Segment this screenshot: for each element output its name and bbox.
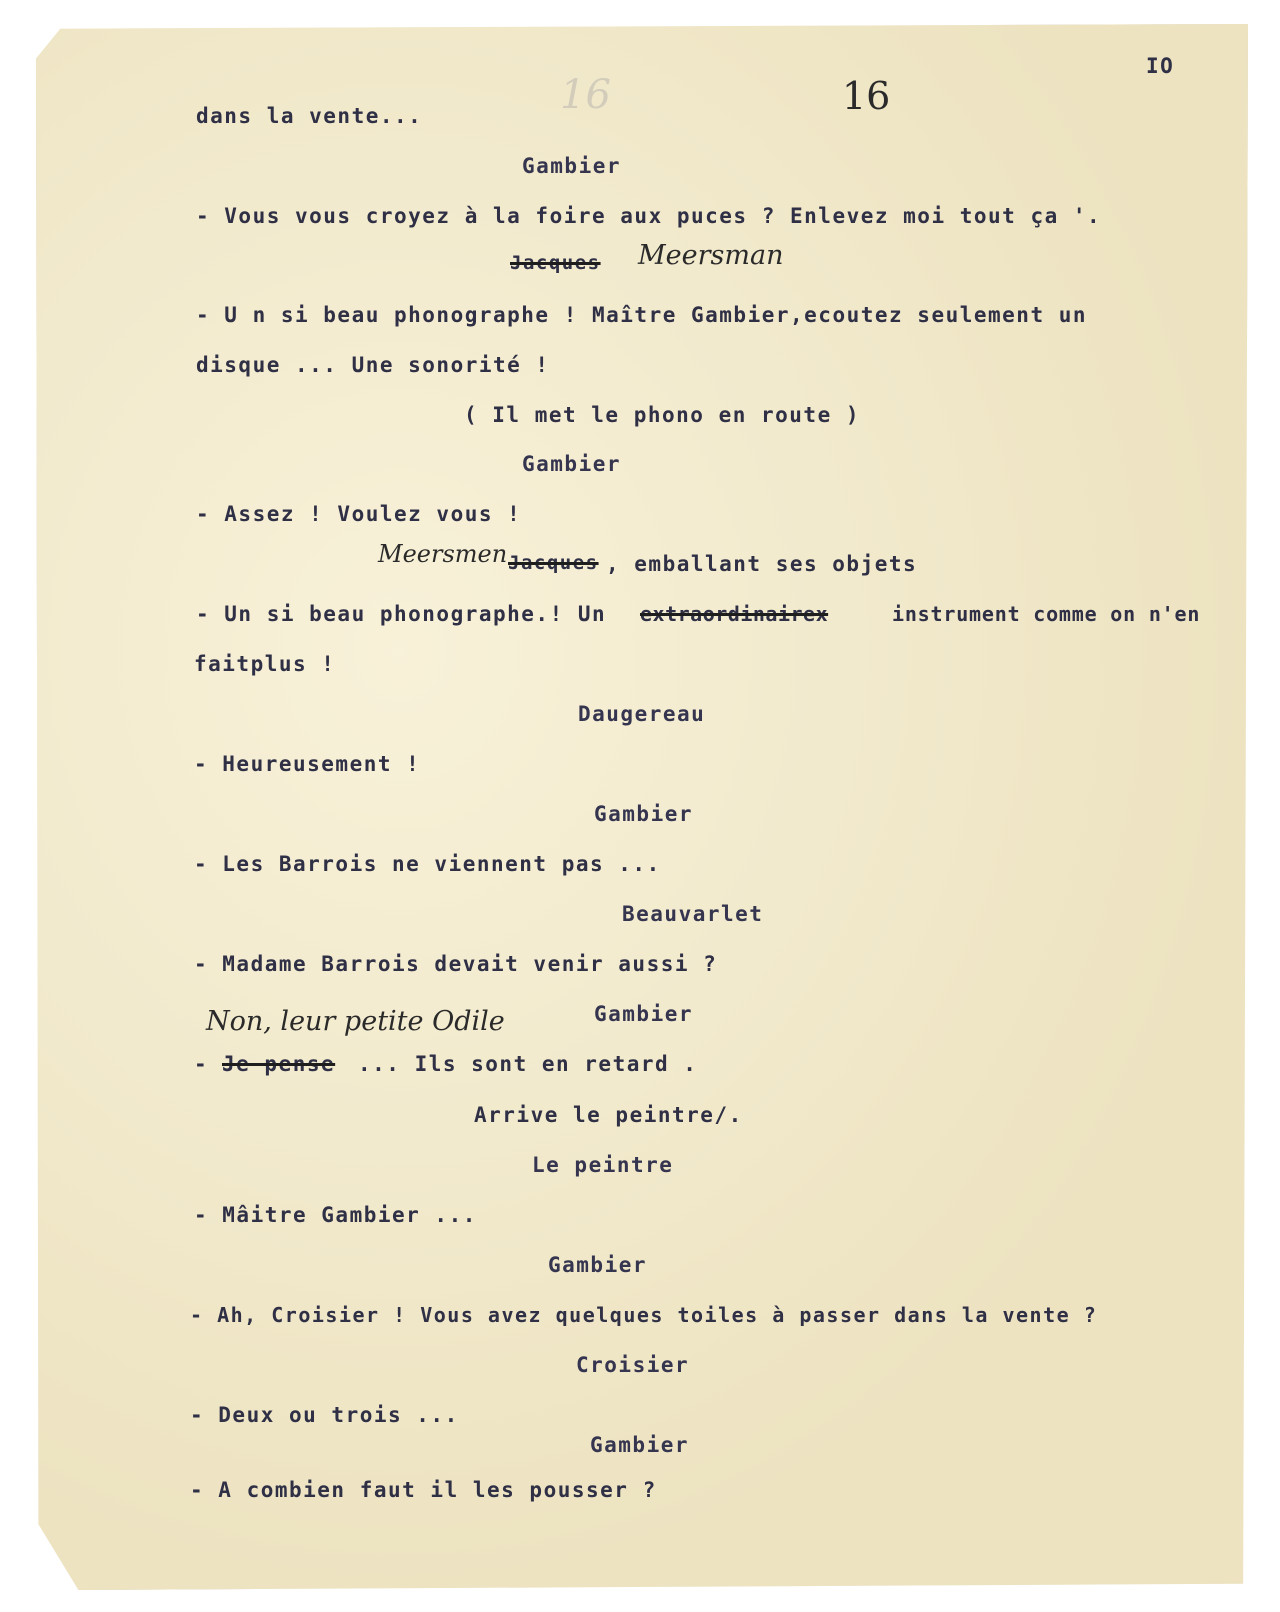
- speaker-name: Beauvarlet: [622, 902, 764, 926]
- dialogue-line: ... Ils sont en retard .: [358, 1052, 698, 1076]
- speaker-name: Gambier: [594, 1002, 694, 1026]
- speaker-name: Gambier: [548, 1253, 648, 1277]
- dialogue-line: - Heureusement !: [194, 752, 421, 776]
- faded-folio-number: 16: [560, 72, 611, 118]
- dialogue-line: - U n si beau phonographe ! Maître Gambier,ecoutez seulement un: [196, 303, 1088, 327]
- speaker-name: Croisier: [576, 1353, 690, 1377]
- dialogue-line: - Ah, Croisier ! Vous avez quelques toiles à passer dans la vente ?: [190, 1303, 1098, 1327]
- speaker-name: Gambier: [522, 452, 622, 476]
- struck-word: extraordinairex: [640, 602, 829, 626]
- dialogue-line: - Madame Barrois devait venir aussi ?: [194, 952, 718, 976]
- handwritten-speaker-correction: Meersman: [638, 240, 784, 271]
- dialogue-line: instrument comme on n'en: [892, 602, 1201, 626]
- dialogue-line: - A combien faut il les pousser ?: [190, 1478, 657, 1502]
- struck-words: Je pense: [222, 1052, 336, 1076]
- stage-direction: Arrive le peintre/.: [474, 1103, 743, 1127]
- stage-direction: ( Il met le phono en route ): [464, 403, 861, 427]
- dialogue-line: - Deux ou trois ...: [190, 1403, 459, 1427]
- struck-speaker-name: Jacques: [510, 252, 601, 274]
- speaker-name: Gambier: [522, 154, 622, 178]
- dialogue-line: faitplus !: [194, 652, 336, 676]
- speaker-name: Gambier: [594, 802, 694, 826]
- dialogue-line: - Mâitre Gambier ...: [194, 1203, 477, 1227]
- dialogue-line: dans la vente...: [196, 104, 423, 128]
- page-number: IO: [1146, 54, 1175, 78]
- handwritten-speaker-correction: Meersmen: [378, 540, 508, 568]
- speaker-name: Gambier: [590, 1433, 690, 1457]
- dialogue-line: - Vous vous croyez à la foire aux puces ? Enlevez moi tout ça '.: [196, 204, 1102, 228]
- dialogue-line: - Les Barrois ne viennent pas ...: [194, 852, 661, 876]
- handwritten-note: Non, leur petite Odile: [206, 1006, 505, 1037]
- handwritten-folio-number: 16: [842, 74, 891, 118]
- stage-direction: , emballant ses objets: [606, 552, 918, 576]
- dialogue-line: - Un si beau phonographe.! Un: [196, 602, 607, 626]
- dialogue-line: - Assez ! Voulez vous !: [196, 502, 522, 526]
- dialogue-line: disque ... Une sonorité !: [196, 353, 550, 377]
- dialogue-dash: -: [194, 1052, 209, 1076]
- speaker-name: Daugereau: [578, 702, 706, 726]
- speaker-name: Le peintre: [532, 1153, 674, 1177]
- struck-speaker-name: Jacques: [508, 552, 599, 574]
